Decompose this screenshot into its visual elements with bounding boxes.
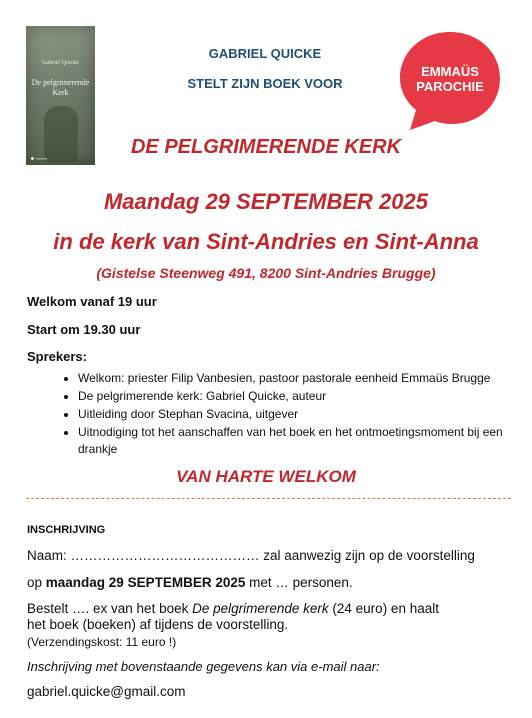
speakers-list (60, 370, 526, 459)
order-book-title: De pelgrimerende kerk (192, 601, 329, 616)
author-heading: GABRIEL QUICKE (208, 46, 322, 61)
dashed-divider (26, 498, 511, 499)
registration-order-line2: het boek (boeken) af tijdens de voorstelling. (27, 617, 289, 632)
logo-text-line2: PAROCHIE (416, 79, 484, 94)
speakers-heading: Sprekers: (27, 349, 87, 364)
start-time: Start om 19.30 uur (27, 322, 141, 337)
event-address: (Gistelse Steenweg 491, 8200 Sint-Andries Brugge) (96, 265, 436, 281)
emmaus-parochie-logo (396, 28, 504, 132)
cover-title (26, 78, 95, 98)
welcome-from: Welkom vanaf 19 uur (27, 294, 157, 309)
date-suffix: met … personen. (245, 575, 353, 590)
book-title: DE PELGRIMERENDE KERK (130, 136, 402, 158)
logo-text-line1: EMMAÜS (421, 64, 479, 79)
speaker-item: • Uitnodiging tot het aanschaffen van het boek en het ontmoetingsmoment bij een drankje (78, 424, 526, 458)
speaker-item: • Uitleiding door Stephan Svacina, uitgever (78, 406, 526, 423)
registration-order-line (27, 601, 439, 616)
cover-author: Gabriel Quicke (42, 60, 79, 66)
date-prefix: op (27, 575, 46, 590)
cover-title-line2: Kerk (52, 88, 69, 97)
welcome-banner: VAN HARTE WELKOM (176, 467, 356, 486)
registration-email-intro: Inschrijving met bovenstaande gegevens kan via e-mail naar: (27, 659, 380, 674)
registration-heading: INSCHRIJVING (27, 524, 106, 536)
presents-heading: STELT ZIJN BOEK VOOR (187, 76, 343, 91)
date-bold: maandag 29 SEPTEMBER 2025 (45, 575, 246, 590)
registration-name-line: Naam: …………………………………… zal aanwezig zijn op de voorstelling (27, 548, 475, 563)
speaker-item: • De pelgrimerende kerk: Gabriel Quicke, auteur (78, 388, 526, 405)
order-prefix: Bestelt …. ex van het boek (27, 601, 193, 616)
speaker-item: • Welkom: priester Filip Vanbesien, pastoor pastorale eenheid Emmaüs Brugge (78, 370, 526, 387)
order-suffix: (24 euro) en haalt (328, 601, 439, 616)
registration-date-line (27, 575, 353, 590)
event-location: in de kerk van Sint-Andries en Sint-Anna (53, 229, 479, 254)
cover-publisher-mark: ▪▪▪▪▪▪▪▪ (31, 156, 47, 161)
event-date: Maandag 29 SEPTEMBER 2025 (103, 189, 428, 214)
registration-shipping: (Verzendingskost: 11 euro !) (27, 635, 177, 649)
cover-title-line1: De pelgrimerende (31, 78, 90, 87)
registration-email[interactable]: gabriel.quicke@gmail.com (27, 684, 186, 699)
